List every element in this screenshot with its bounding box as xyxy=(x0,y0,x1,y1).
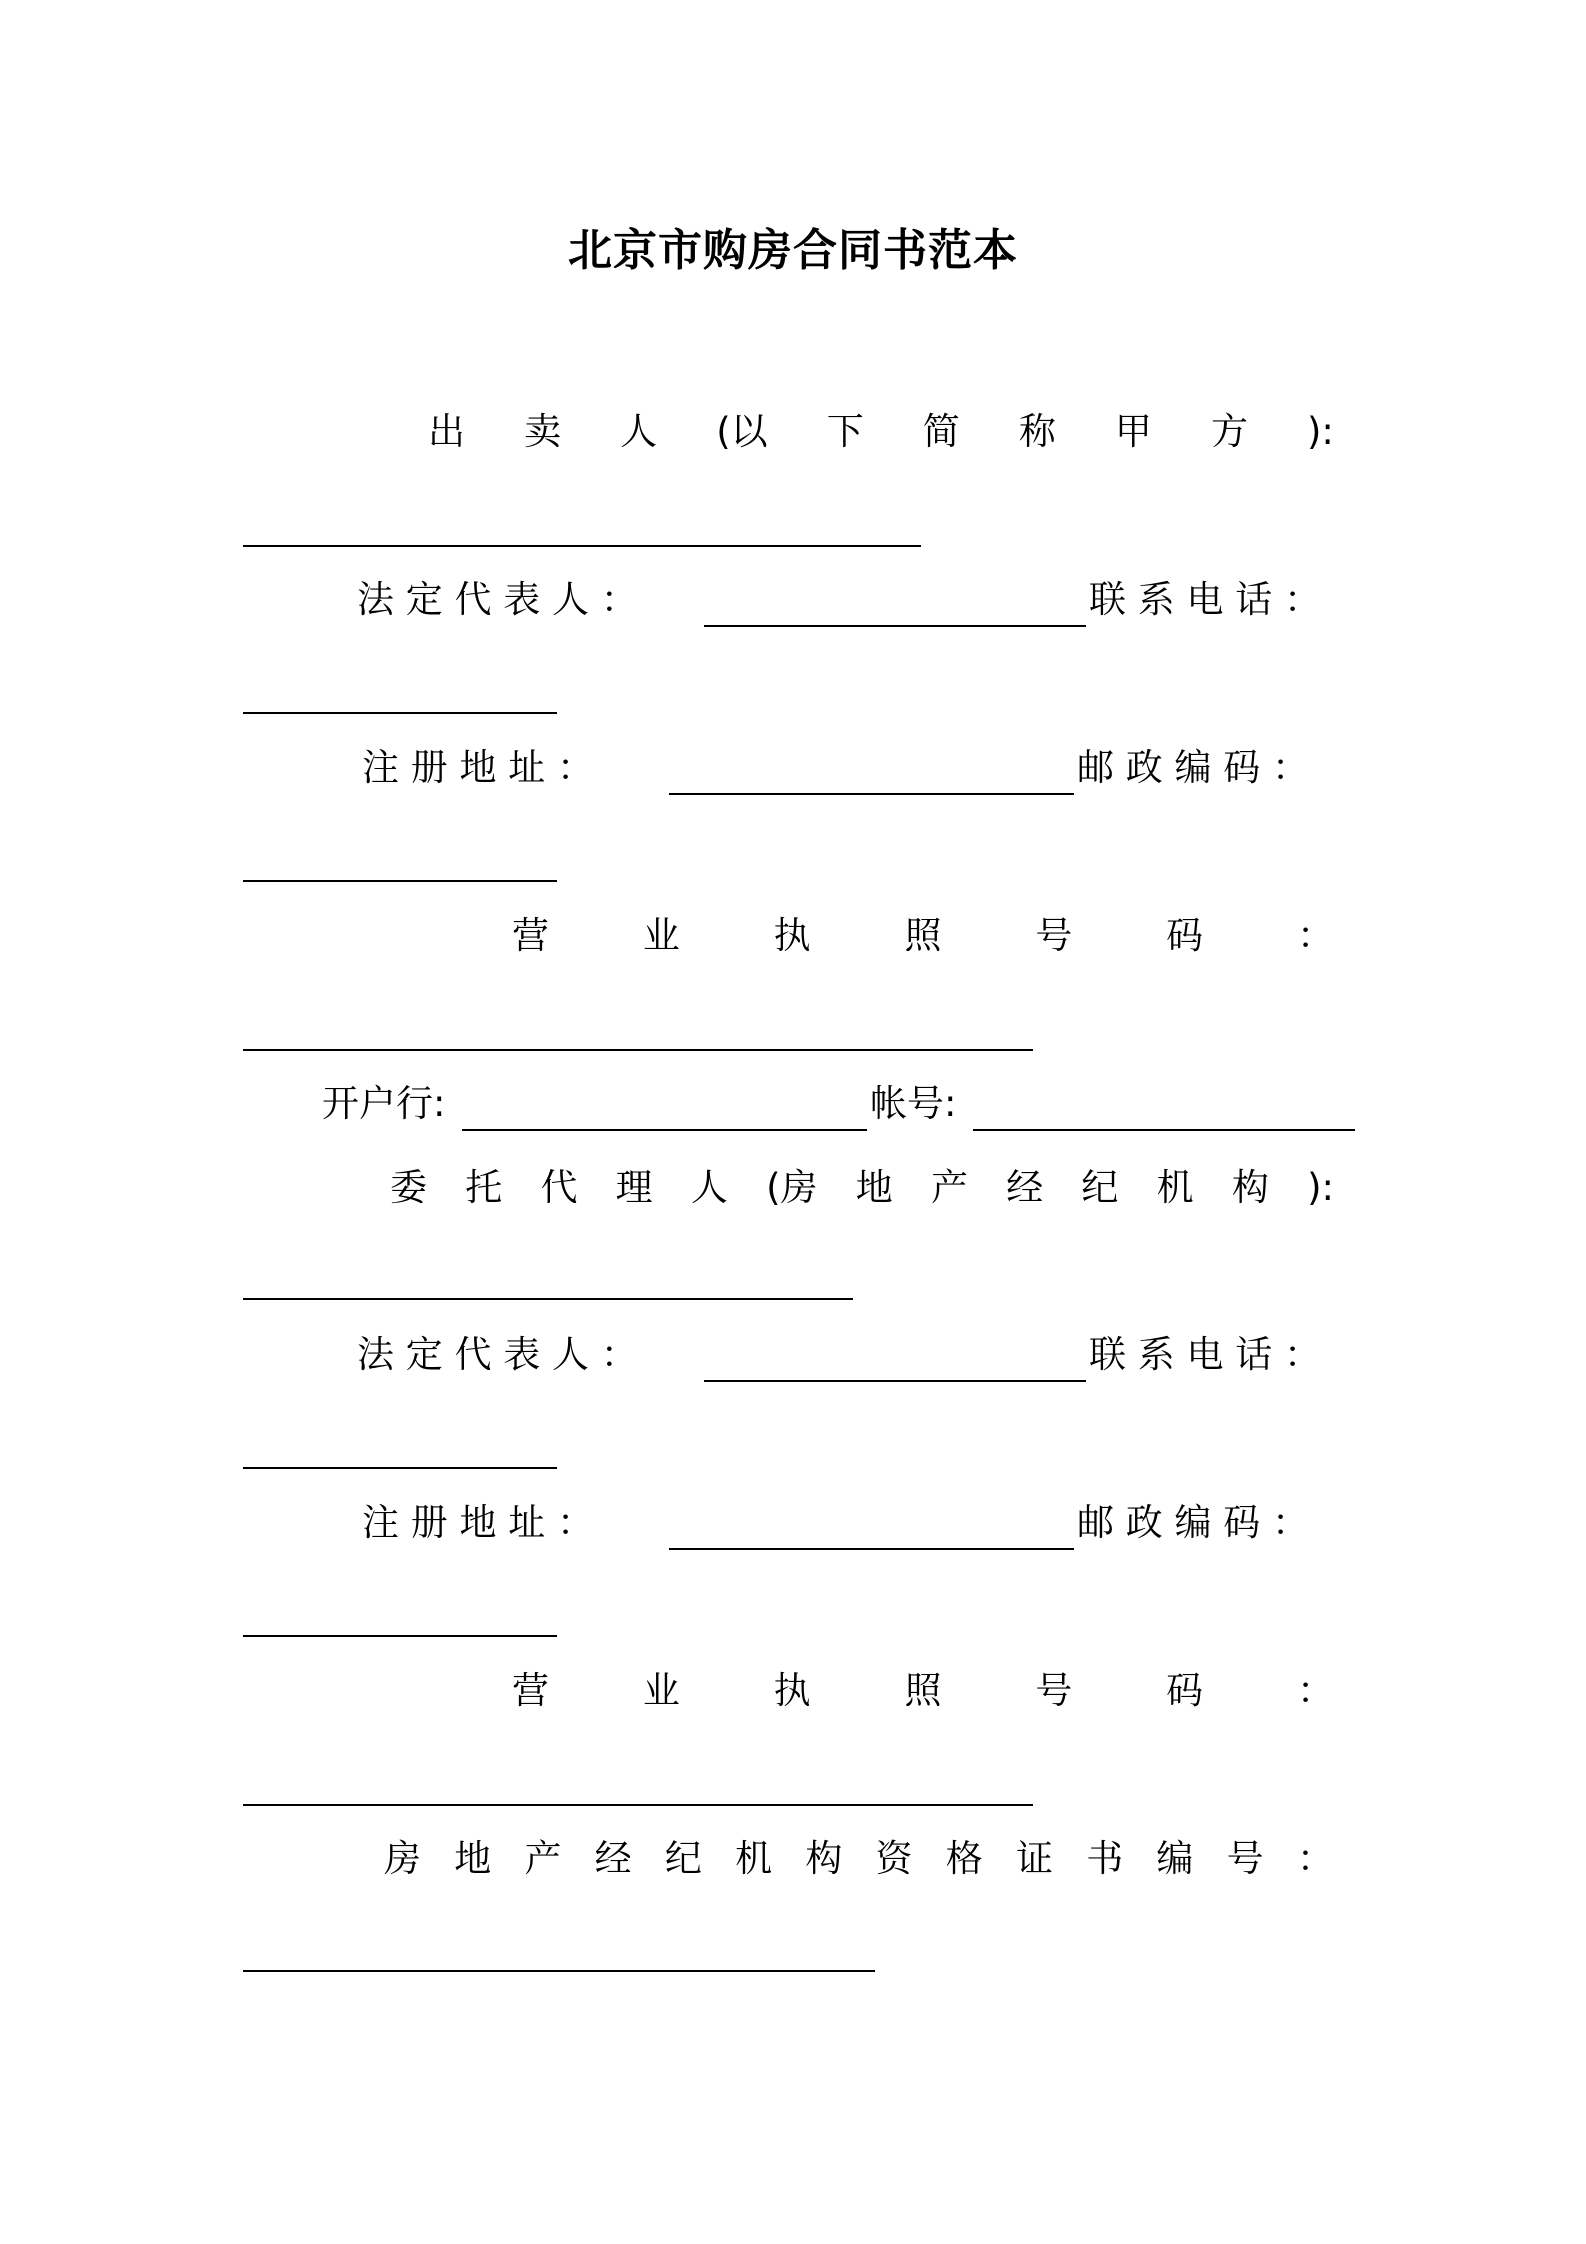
seller-label-chars-char: 方 xyxy=(1210,410,1248,453)
agent-legal-rep-row xyxy=(357,1333,638,1377)
seller-blank[interactable] xyxy=(243,545,921,547)
agent-legal-rep-blank[interactable] xyxy=(704,1380,1086,1382)
agent-license-chars-char: 码 xyxy=(1166,1669,1204,1712)
agent-license-chars-char: 执 xyxy=(773,1669,811,1712)
agent-chars-char: 纪 xyxy=(1081,1166,1119,1209)
cert-chars-char: 经 xyxy=(594,1837,632,1880)
agent-chars-char: 人 xyxy=(690,1166,728,1209)
seller-label-chars-char: 下 xyxy=(826,410,864,453)
document-title: 北京市购房合同书范本 xyxy=(568,225,1018,276)
cert-chars-char: 格 xyxy=(945,1837,983,1880)
seller-label-chars-char: ): xyxy=(1307,410,1334,453)
agent-license-chars-char: 照 xyxy=(904,1669,942,1712)
agent-license-chars-char: ： xyxy=(1296,1669,1334,1712)
seller-label xyxy=(428,410,1334,454)
seller-label-chars-char: 称 xyxy=(1018,410,1056,453)
agent-reg-address-label: 注 册 地 址 ： xyxy=(362,1501,595,1544)
cert-chars-char: 书 xyxy=(1086,1837,1124,1880)
agent-postcode-label: 邮 政 编 码 ： xyxy=(1077,1501,1310,1544)
cert-chars-char: 机 xyxy=(735,1837,773,1880)
cert-chars-char: 构 xyxy=(805,1837,843,1880)
bank-label: 开户行: xyxy=(322,1082,446,1125)
agent-license-chars-char: 营 xyxy=(512,1669,549,1712)
legal-rep-label: 法 定 代 表 人 ： xyxy=(357,578,638,621)
agent-license-label xyxy=(512,1669,1334,1713)
license-chars-char: 营 xyxy=(512,914,549,957)
agent-chars-char: 理 xyxy=(615,1166,653,1209)
license-chars-char: 号 xyxy=(1035,914,1073,957)
cert-chars-char: 资 xyxy=(875,1837,913,1880)
seller-label-chars-char: (以 xyxy=(716,410,768,453)
account-blank[interactable] xyxy=(973,1129,1355,1131)
cert-chars-char: 编 xyxy=(1156,1837,1194,1880)
agent-chars-char: 产 xyxy=(930,1166,968,1209)
cert-label xyxy=(384,1837,1334,1881)
agent-reg-address-row xyxy=(362,1501,594,1545)
reg-address-label: 注 册 地 址 ： xyxy=(362,746,595,789)
account-label: 帐号: xyxy=(870,1082,957,1125)
license-chars-char: ： xyxy=(1296,914,1334,957)
agent-license-chars-char: 号 xyxy=(1035,1669,1073,1712)
license-label xyxy=(512,914,1334,958)
agent-chars-char: 托 xyxy=(465,1166,503,1209)
agent-license-blank[interactable] xyxy=(243,1804,1033,1806)
seller-label-chars-char: 人 xyxy=(620,410,658,453)
agent-chars-char: ): xyxy=(1307,1166,1334,1209)
phone-label: 联 系 电 话 ： xyxy=(1089,578,1322,621)
agent-legal-rep-label: 法 定 代 表 人 ： xyxy=(357,1333,638,1376)
postcode-blank[interactable] xyxy=(243,880,557,882)
agent-chars-char: 地 xyxy=(855,1166,893,1209)
cert-chars-char: 产 xyxy=(524,1837,562,1880)
agent-chars-char: 构 xyxy=(1231,1166,1269,1209)
license-chars-char: 执 xyxy=(773,914,811,957)
agent-phone-row xyxy=(1089,1333,1321,1377)
cert-chars-char: 纪 xyxy=(664,1837,702,1880)
cert-blank[interactable] xyxy=(243,1970,875,1972)
agent-chars-char: 代 xyxy=(540,1166,578,1209)
bank-blank[interactable] xyxy=(462,1129,867,1131)
seller-label-chars-char: 出 xyxy=(428,410,465,453)
agent-chars-char: 机 xyxy=(1156,1166,1194,1209)
legal-rep-row xyxy=(357,578,638,622)
account-row xyxy=(870,1082,956,1126)
reg-address-row xyxy=(362,746,594,790)
cert-chars-char: ： xyxy=(1296,1837,1334,1880)
license-chars-char: 业 xyxy=(642,914,680,957)
agent-label xyxy=(390,1166,1334,1210)
agent-postcode-row xyxy=(1077,1501,1309,1545)
agent-chars-char: 委 xyxy=(390,1166,427,1209)
agent-license-chars-char: 业 xyxy=(642,1669,680,1712)
cert-chars-char: 号 xyxy=(1226,1837,1264,1880)
agent-reg-address-blank[interactable] xyxy=(669,1548,1074,1550)
phone-blank[interactable] xyxy=(243,712,557,714)
agent-chars-char: 经 xyxy=(1006,1166,1044,1209)
license-blank[interactable] xyxy=(243,1049,1033,1051)
agent-phone-label: 联 系 电 话 ： xyxy=(1089,1333,1322,1376)
postcode-label: 邮 政 编 码 ： xyxy=(1077,746,1310,789)
agent-chars-char: (房 xyxy=(766,1166,818,1209)
license-chars-char: 码 xyxy=(1166,914,1204,957)
seller-label-chars-char: 卖 xyxy=(524,410,562,453)
postcode-row xyxy=(1077,746,1309,790)
reg-address-blank[interactable] xyxy=(669,793,1074,795)
agent-postcode-blank[interactable] xyxy=(243,1635,557,1637)
cert-chars-char: 地 xyxy=(454,1837,492,1880)
agent-blank[interactable] xyxy=(243,1298,853,1300)
cert-chars-char: 证 xyxy=(1015,1837,1053,1880)
seller-label-chars-char: 甲 xyxy=(1114,410,1152,453)
phone-row xyxy=(1089,578,1321,622)
legal-rep-blank[interactable] xyxy=(704,625,1086,627)
license-chars-char: 照 xyxy=(904,914,942,957)
bank-row xyxy=(322,1082,445,1126)
cert-chars-char: 房 xyxy=(384,1837,421,1880)
agent-phone-blank[interactable] xyxy=(243,1467,557,1469)
seller-label-chars-char: 简 xyxy=(922,410,960,453)
